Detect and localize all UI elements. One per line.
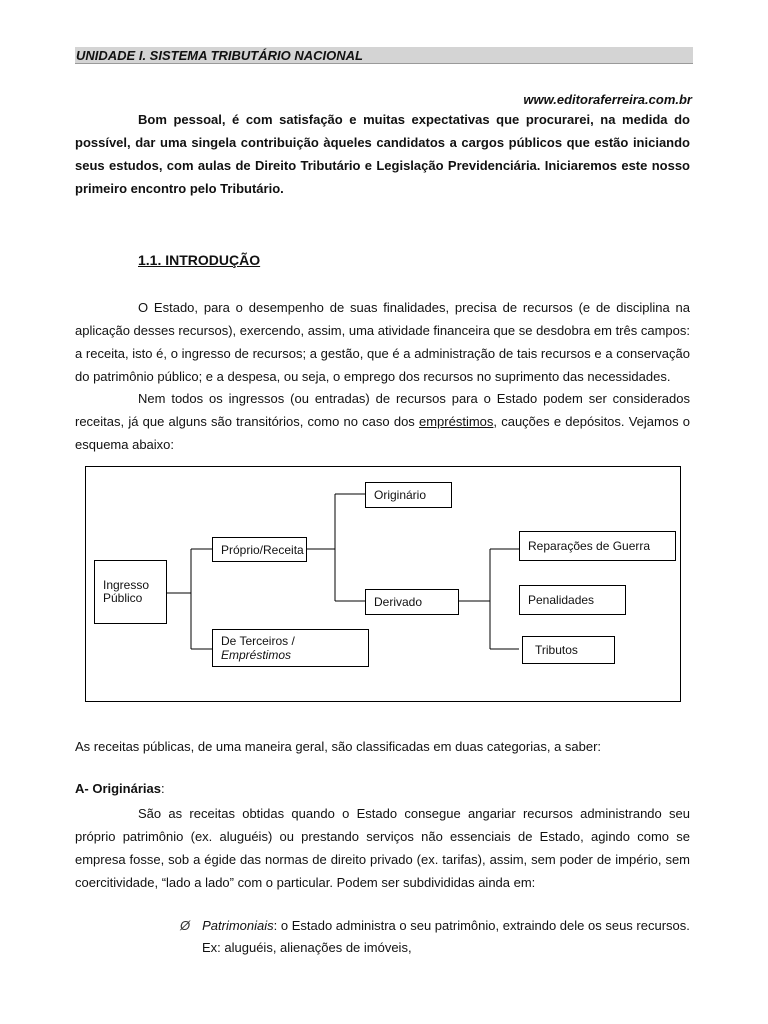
node-proprio-label: Próprio/Receita xyxy=(221,542,304,557)
node-terceiros xyxy=(212,629,369,667)
bullet-example: Ex: aluguéis, alienações de imóveis, xyxy=(202,940,412,955)
section-a-colon: : xyxy=(160,781,165,796)
node-tributos xyxy=(522,636,615,664)
paragraph-categorias: As receitas públicas, de uma maneira geral, são classificadas em duas categorias, a saber: xyxy=(75,739,602,754)
node-ingresso-publico xyxy=(94,560,167,624)
node-terceiros-plain: De Terceiros / xyxy=(221,634,295,648)
node-derivado xyxy=(365,589,459,615)
node-originario-label: Originário xyxy=(374,488,427,502)
intro-paragraph: Bom pessoal, é com satisfação e muitas expectativas que procurarei, na medida do possível, dar uma singela contribuição àqueles candidatos a cargos públicos que estão iniciando seus estudos, com aulas de Direito Tributário e Legislação Previdenciária. Iniciaremos este nosso primeiro encontro pelo Tributário. xyxy=(75,112,690,196)
node-originario xyxy=(365,482,452,508)
paragraph-ingressos-before: Nem todos os ingressos (ou entradas) de recursos para o Estado podem ser considerados receitas, já que alguns são transitórios, como no caso dos xyxy=(75,391,690,429)
section-a-label xyxy=(75,781,165,796)
node-reparacoes-label: Reparações de Guerra xyxy=(528,539,651,553)
paragraph-ingressos-after: , cauções e depósitos. Vejamos o esquema abaixo: xyxy=(75,414,690,452)
paragraph-originarias: São as receitas obtidas quando o Estado consegue angariar recursos administrando seu próprio patrimônio (ex. aluguéis) ou prestando serviços não essenciais de Estado, agindo como se empresa fosse, sob a égide das normas de direito privado (ex. tarifas), assim, sem poder de império, sem coercitividade, “lado a lado” com o particular. Podem ser subdivididas ainda em: xyxy=(75,806,690,890)
node-ingresso-label: Ingresso Público xyxy=(103,578,150,605)
bullet-text: : o Estado administra o seu patrimônio, extraindo dele os seus recursos. xyxy=(273,918,690,933)
bullet-arrow-icon: Ø xyxy=(180,918,191,933)
node-derivado-label: Derivado xyxy=(374,595,423,609)
bullet-term: Patrimoniais xyxy=(202,918,274,933)
node-terceiros-label xyxy=(221,634,368,662)
bullet-patrimoniais xyxy=(180,915,690,959)
node-proprio-receita xyxy=(212,537,307,562)
section-a-label-text: A- Originárias xyxy=(75,781,161,796)
paragraph-ingressos xyxy=(75,387,690,456)
unit-title: UNIDADE I. SISTEMA TRIBUTÁRIO NACIONAL xyxy=(75,47,693,64)
bullet-line-1 xyxy=(180,915,690,937)
node-reparacoes xyxy=(519,531,676,561)
underlined-emprestimos: empréstimos xyxy=(419,414,494,429)
paragraph-estado: O Estado, para o desempenho de suas finalidades, precisa de recursos (e de disciplina na aplicação desses recursos), exercendo, assim, uma atividade financeira que se desdobra em três campos: a receita, isto é, o ingresso de recursos; a gestão, que é a administração de tais recursos e a conservação do patrimônio público; e a despesa, ou seja, o emprego dos recursos no suprimento das necessidades. xyxy=(75,300,690,384)
node-penalidades-label: Penalidades xyxy=(528,593,595,607)
ingresso-publico-diagram xyxy=(85,466,681,702)
section-heading: 1.1. INTRODUÇÃO xyxy=(138,252,261,268)
website-url[interactable]: www.editoraferreira.com.br xyxy=(523,92,692,107)
node-terceiros-italic: Empréstimos xyxy=(221,648,292,662)
node-tributos-label: Tributos xyxy=(535,643,578,657)
node-penalidades xyxy=(519,585,626,615)
